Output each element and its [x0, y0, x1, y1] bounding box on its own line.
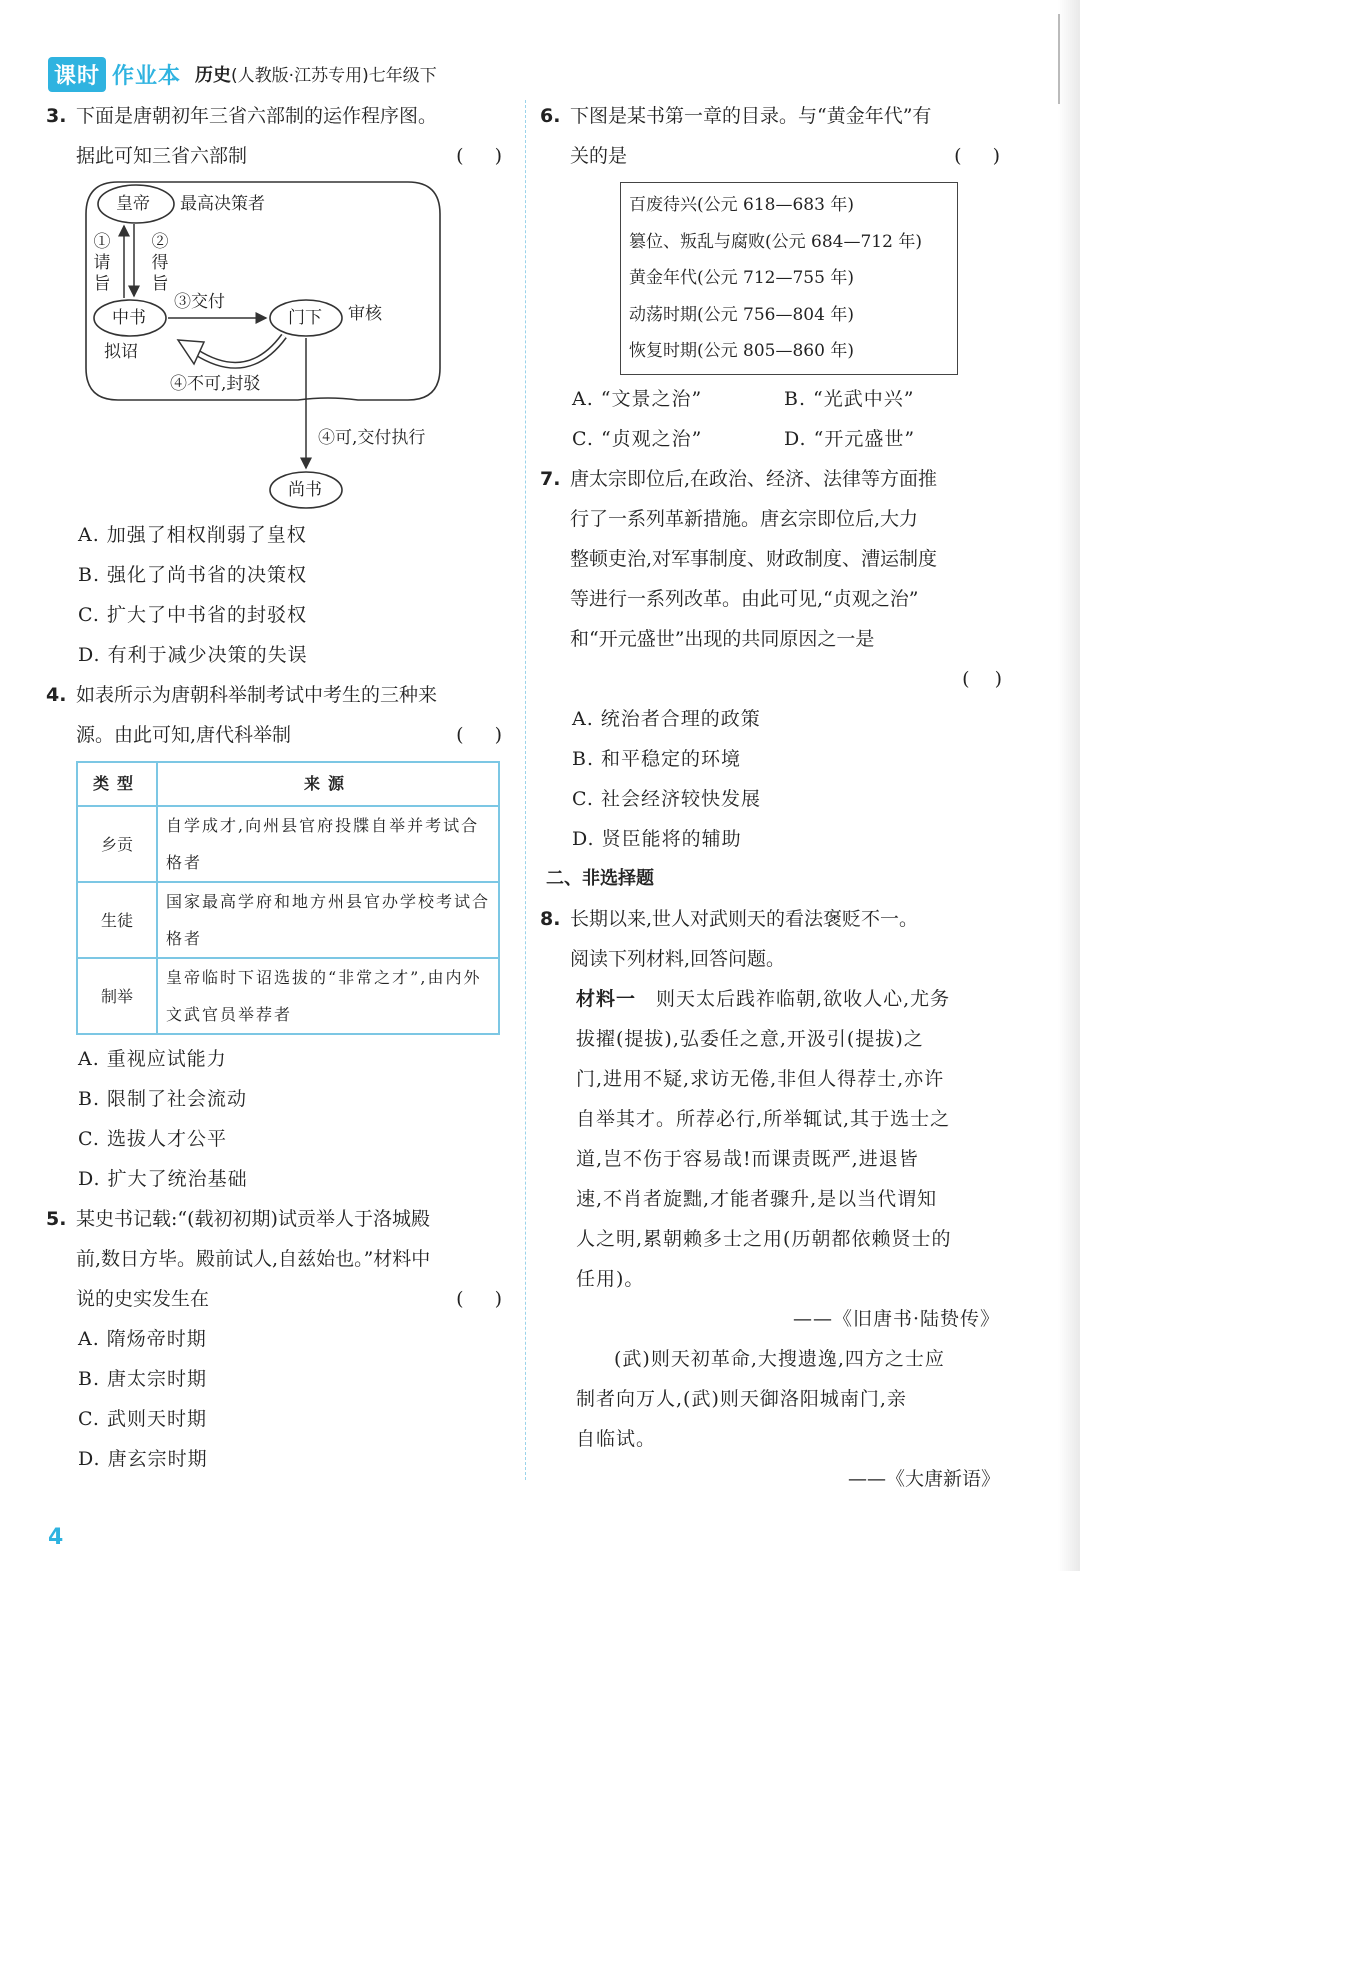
question-stem-line: 整顿吏治,对军事制度、财政制度、漕运制度	[570, 547, 938, 570]
question-number: 7.	[540, 467, 561, 490]
answer-parentheses: ( )	[456, 1288, 504, 1310]
step-4a-label: ④不可,封驳	[170, 374, 261, 394]
option-b[interactable]: B. 强化了尚书省的决策权	[78, 564, 308, 586]
question-8	[540, 899, 1002, 979]
material-line: 速,不肖者旋黜,才能者骤升,是以当代谓知	[576, 1187, 938, 1210]
option-d[interactable]: D. 扩大了统治基础	[78, 1168, 248, 1190]
table-row	[77, 806, 499, 882]
contents-item: 动荡时期(公元 756—804 年)	[629, 304, 854, 325]
right-column	[540, 96, 1002, 1499]
option-a[interactable]: A. 加强了相权削弱了皇权	[78, 524, 307, 546]
contents-item: 百废待兴(公元 618—683 年)	[629, 195, 854, 215]
node-emperor: 皇帝	[116, 194, 150, 214]
option-c[interactable]: C. 选拔人才公平	[78, 1128, 227, 1150]
option-b[interactable]: B. “光武中兴”	[784, 387, 915, 410]
page-edge-line	[1058, 14, 1060, 104]
question-number: 6.	[540, 105, 561, 127]
question-stem-line: 某史书记载:“(载初初期)试贡举人于洛城殿	[76, 1208, 430, 1230]
material-line: (武)则天初革命,大搜遗逸,四方之士应	[614, 1347, 945, 1370]
option-d[interactable]: D. 有利于减少决策的失误	[78, 644, 308, 666]
material-line: 门,进用不疑,求访无倦,非但人得荐士,亦许	[576, 1067, 945, 1090]
question-stem-line: 说的史实发生在	[76, 1288, 210, 1310]
material-line: 则天太后践祚临朝,欲收人心,尤务	[656, 987, 951, 1010]
three-departments-flow-diagram	[78, 180, 478, 515]
answer-parentheses: ( )	[456, 145, 504, 167]
option-b[interactable]: B. 唐太宗时期	[78, 1368, 208, 1390]
brand-logo-part-b: 作业本	[112, 63, 182, 89]
material-1	[540, 979, 1002, 1339]
question-4-options	[46, 1039, 504, 1199]
material-line: 自举其才。所荐必行,所举辄试,其于选士之	[576, 1107, 951, 1130]
option-c[interactable]: C. “贞观之治”	[572, 427, 703, 450]
node-menxia: 门下	[288, 308, 322, 328]
material-line: 任用)。	[576, 1267, 645, 1290]
question-7	[540, 459, 1002, 699]
question-3-options	[46, 515, 504, 675]
contents-item: 黄金年代(公元 712—755 年)	[629, 268, 854, 288]
brand-logo	[48, 57, 181, 92]
question-stem-line: 下图是某书第一章的目录。与“黄金年代”有	[570, 105, 932, 127]
option-c[interactable]: C. 武则天时期	[78, 1408, 207, 1430]
question-stem-line: 阅读下列材料,回答问题。	[570, 947, 786, 970]
table-cell-source: 皇帝临时下诏选拔的“非常之才”,由内外文武官员举荐者	[157, 958, 499, 1034]
page-number: 4	[48, 1525, 64, 1550]
material-line: 自临试。	[576, 1427, 657, 1450]
table-header-source: 来源	[157, 762, 499, 806]
material-line: 拔擢(提拔),弘委任之意,开汲引(提拔)之	[576, 1027, 924, 1050]
option-d[interactable]: D. “开元盛世”	[784, 427, 916, 450]
question-6-options	[540, 379, 1002, 459]
question-stem-line: 源。由此可知,唐代科举制	[76, 724, 292, 746]
question-stem-line: 前,数日方毕。殿前试人,自兹始也。”材料中	[76, 1248, 431, 1270]
option-d[interactable]: D. 贤臣能将的辅助	[572, 827, 742, 850]
table-cell-source: 国家最高学府和地方州县官办学校考试合格者	[157, 882, 499, 958]
brand-logo-part-a: 课时	[48, 57, 106, 92]
question-number: 4.	[46, 684, 67, 706]
emperor-role-label: 最高决策者	[180, 194, 265, 214]
contents-item: 篡位、叛乱与腐败(公元 684—712 年)	[629, 231, 922, 252]
material-line: 人之明,累朝赖多士之用(历朝都依赖贤士的	[576, 1227, 952, 1250]
table-cell-type: 制举	[77, 958, 157, 1034]
table-cell-type: 乡贡	[77, 806, 157, 882]
question-number: 3.	[46, 105, 67, 127]
option-c[interactable]: C. 社会经济较快发展	[572, 787, 761, 810]
answer-parentheses: ( )	[456, 724, 504, 746]
table-cell-type: 生徒	[77, 882, 157, 958]
option-b[interactable]: B. 限制了社会流动	[78, 1088, 248, 1110]
table-header-row	[77, 762, 499, 806]
chapter-contents-box	[620, 182, 958, 375]
question-stem-line: 和“开元盛世”出现的共同原因之一是	[570, 627, 875, 650]
exam-source-table	[76, 761, 500, 1035]
option-c[interactable]: C. 扩大了中书省的封驳权	[78, 604, 307, 626]
material-2	[540, 1339, 1002, 1499]
header-edition: (人教版·江苏专用)七年级下	[231, 66, 437, 86]
table-row	[77, 882, 499, 958]
question-7-options	[540, 699, 1002, 859]
answer-parentheses: ( )	[962, 667, 1002, 690]
question-4	[46, 675, 504, 755]
question-stem-line: 唐太宗即位后,在政治、经济、法律等方面推	[570, 467, 938, 490]
option-a[interactable]: A. 统治者合理的政策	[572, 707, 761, 730]
question-stem-line: 等进行一系列改革。由此可见,“贞观之治”	[570, 587, 919, 610]
material-line: 道,岂不伤于容易哉!而课责既严,进退皆	[576, 1147, 919, 1170]
node-zhongshu: 中书	[112, 308, 146, 328]
question-number: 5.	[46, 1208, 67, 1230]
table-row	[77, 958, 499, 1034]
option-a[interactable]: A. “文景之治”	[572, 387, 703, 410]
header-subtitle	[195, 61, 437, 87]
question-5-options	[46, 1319, 504, 1479]
contents-item: 恢复时期(公元 805—860 年)	[629, 341, 854, 361]
step-4b-label: ④可,交付执行	[318, 428, 426, 448]
step-3-label: ③交付	[174, 292, 225, 312]
question-stem-line: 下面是唐朝初年三省六部制的运作程序图。	[76, 105, 438, 127]
header-subject: 历史	[195, 65, 232, 86]
page-edge-shadow	[1058, 0, 1080, 1571]
question-stem-line: 关的是	[570, 145, 628, 167]
question-stem-line: 如表所示为唐朝科举制考试中考生的三种来	[76, 684, 438, 706]
question-number: 8.	[540, 907, 561, 930]
material-1-source: ——《旧唐书·陆贽传》	[792, 1307, 1000, 1330]
question-stem-line: 行了一系列革新措施。唐玄宗即位后,大力	[570, 507, 919, 530]
material-1-label: 材料一	[576, 987, 637, 1010]
zhongshu-role-label: 拟诏	[104, 342, 138, 362]
option-a[interactable]: A. 隋炀帝时期	[78, 1328, 207, 1350]
section-heading: 二、非选择题	[546, 867, 654, 889]
material-2-source: ——《大唐新语》	[847, 1467, 1000, 1490]
column-divider	[525, 100, 526, 1480]
question-5	[46, 1199, 504, 1319]
question-3	[46, 96, 504, 176]
option-d[interactable]: D. 唐玄宗时期	[78, 1448, 208, 1470]
node-shangshu: 尚书	[288, 480, 322, 500]
diagram-lines	[78, 180, 478, 515]
question-stem-line: 长期以来,世人对武则天的看法褒贬不一。	[570, 907, 919, 930]
material-line: 制者向万人,(武)则天御洛阳城南门,亲	[576, 1387, 907, 1410]
step-1-label: ①请旨	[93, 232, 111, 294]
question-6	[540, 96, 1002, 176]
answer-parentheses: ( )	[954, 145, 1002, 167]
step-2-label: ②得旨	[151, 232, 169, 294]
menxia-role-label: 审核	[348, 304, 382, 324]
page-header	[48, 58, 437, 90]
option-a[interactable]: A. 重视应试能力	[78, 1048, 227, 1070]
option-b[interactable]: B. 和平稳定的环境	[572, 747, 742, 770]
question-stem-line: 据此可知三省六部制	[76, 145, 248, 167]
table-cell-source: 自学成才,向州县官府投牒自举并考试合格者	[157, 806, 499, 882]
left-column	[46, 96, 504, 1479]
table-header-type: 类型	[77, 762, 157, 806]
